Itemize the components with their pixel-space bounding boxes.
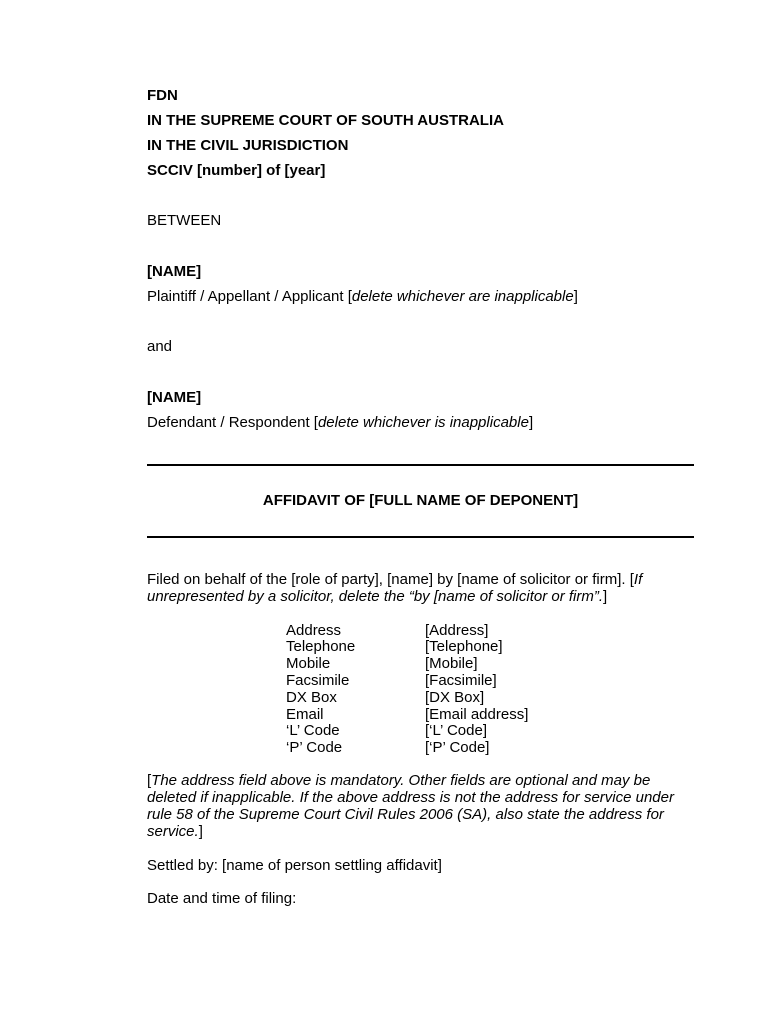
filed-text: Filed on behalf of the [role of party], [name] by [name of solicitor or firm]. [147, 571, 626, 588]
first-party-note: delete whichever are inapplicable [351, 288, 574, 305]
date-of-filing: Date and time of filing: [147, 890, 297, 907]
contact-label-l-code: ‘L’ Code [286, 722, 340, 739]
and-label: and [147, 338, 173, 355]
contact-label-dx-box: DX Box [286, 689, 337, 706]
between-label: BETWEEN [147, 212, 222, 229]
bottom-divider [147, 536, 694, 538]
contact-label-address: Address [286, 622, 342, 639]
contact-value-dx-box: [DX Box] [425, 689, 485, 706]
contact-value-mobile: [Mobile] [425, 655, 478, 672]
second-party-role: Defendant / Respondent [147, 414, 310, 431]
top-divider [147, 464, 694, 466]
contact-value-facsimile: [Facsimile] [425, 672, 497, 689]
first-party-role: Plaintiff / Appellant / Applicant [147, 288, 344, 305]
contact-value-l-code: [‘L’ Code] [425, 722, 487, 739]
second-party-name: [NAME] [147, 389, 202, 406]
filed-note: If unrepresented by a solicitor, delete the “by [name of solicitor or firm”. [147, 571, 643, 605]
filed-on-behalf: Filed on behalf of the [role of party], [name] by [name of solicitor or firm]. [If unrepresented by a solicitor, delete the “by [name of solicitor or firm”.] [147, 571, 643, 605]
contact-value-address: [Address] [425, 622, 489, 639]
affidavit-title: AFFIDAVIT OF [FULL NAME OF DEPONENT] [262, 492, 579, 509]
document-code: FDN [147, 87, 178, 104]
case-number: SCCIV [number] of [year] [147, 162, 326, 179]
contact-label-p-code: ‘P’ Code [286, 739, 343, 756]
contact-value-email: [Email address] [425, 706, 529, 723]
jurisdiction: IN THE CIVIL JURISDICTION [147, 137, 349, 154]
first-party-name: [NAME] [147, 263, 202, 280]
contact-value-p-code: [‘P’ Code] [425, 739, 490, 756]
contact-label-mobile: Mobile [286, 655, 331, 672]
contact-value-telephone: [Telephone] [425, 638, 503, 655]
address-note: [The address field above is mandatory. Other fields are optional and may be deleted if inapplicable. If the above address is not the address for service under rule 58 of the Supreme Court Civil Rules 2006 (SA), also state the address for service.] [147, 772, 674, 840]
first-party-role-line: Plaintiff / Appellant / Applicant [delete whichever are inapplicable] [147, 288, 578, 305]
address-note-text: The address field above is mandatory. Other fields are optional and may be deleted if inapplicable. If the above address is not the address for service under rule 58 of the Supreme Court Civil Rules 2006 (SA), also state the address for service. [147, 772, 674, 840]
second-party-note: delete whichever is inapplicable [317, 414, 529, 431]
settled-by: Settled by: [name of person settling affidavit] [147, 857, 442, 874]
contact-label-telephone: Telephone [286, 638, 356, 655]
contact-label-email: Email [286, 706, 324, 723]
contact-label-facsimile: Facsimile [286, 672, 350, 689]
second-party-role-line: Defendant / Respondent [delete whichever is inapplicable] [147, 414, 534, 431]
court-name: IN THE SUPREME COURT OF SOUTH AUSTRALIA [147, 112, 504, 129]
